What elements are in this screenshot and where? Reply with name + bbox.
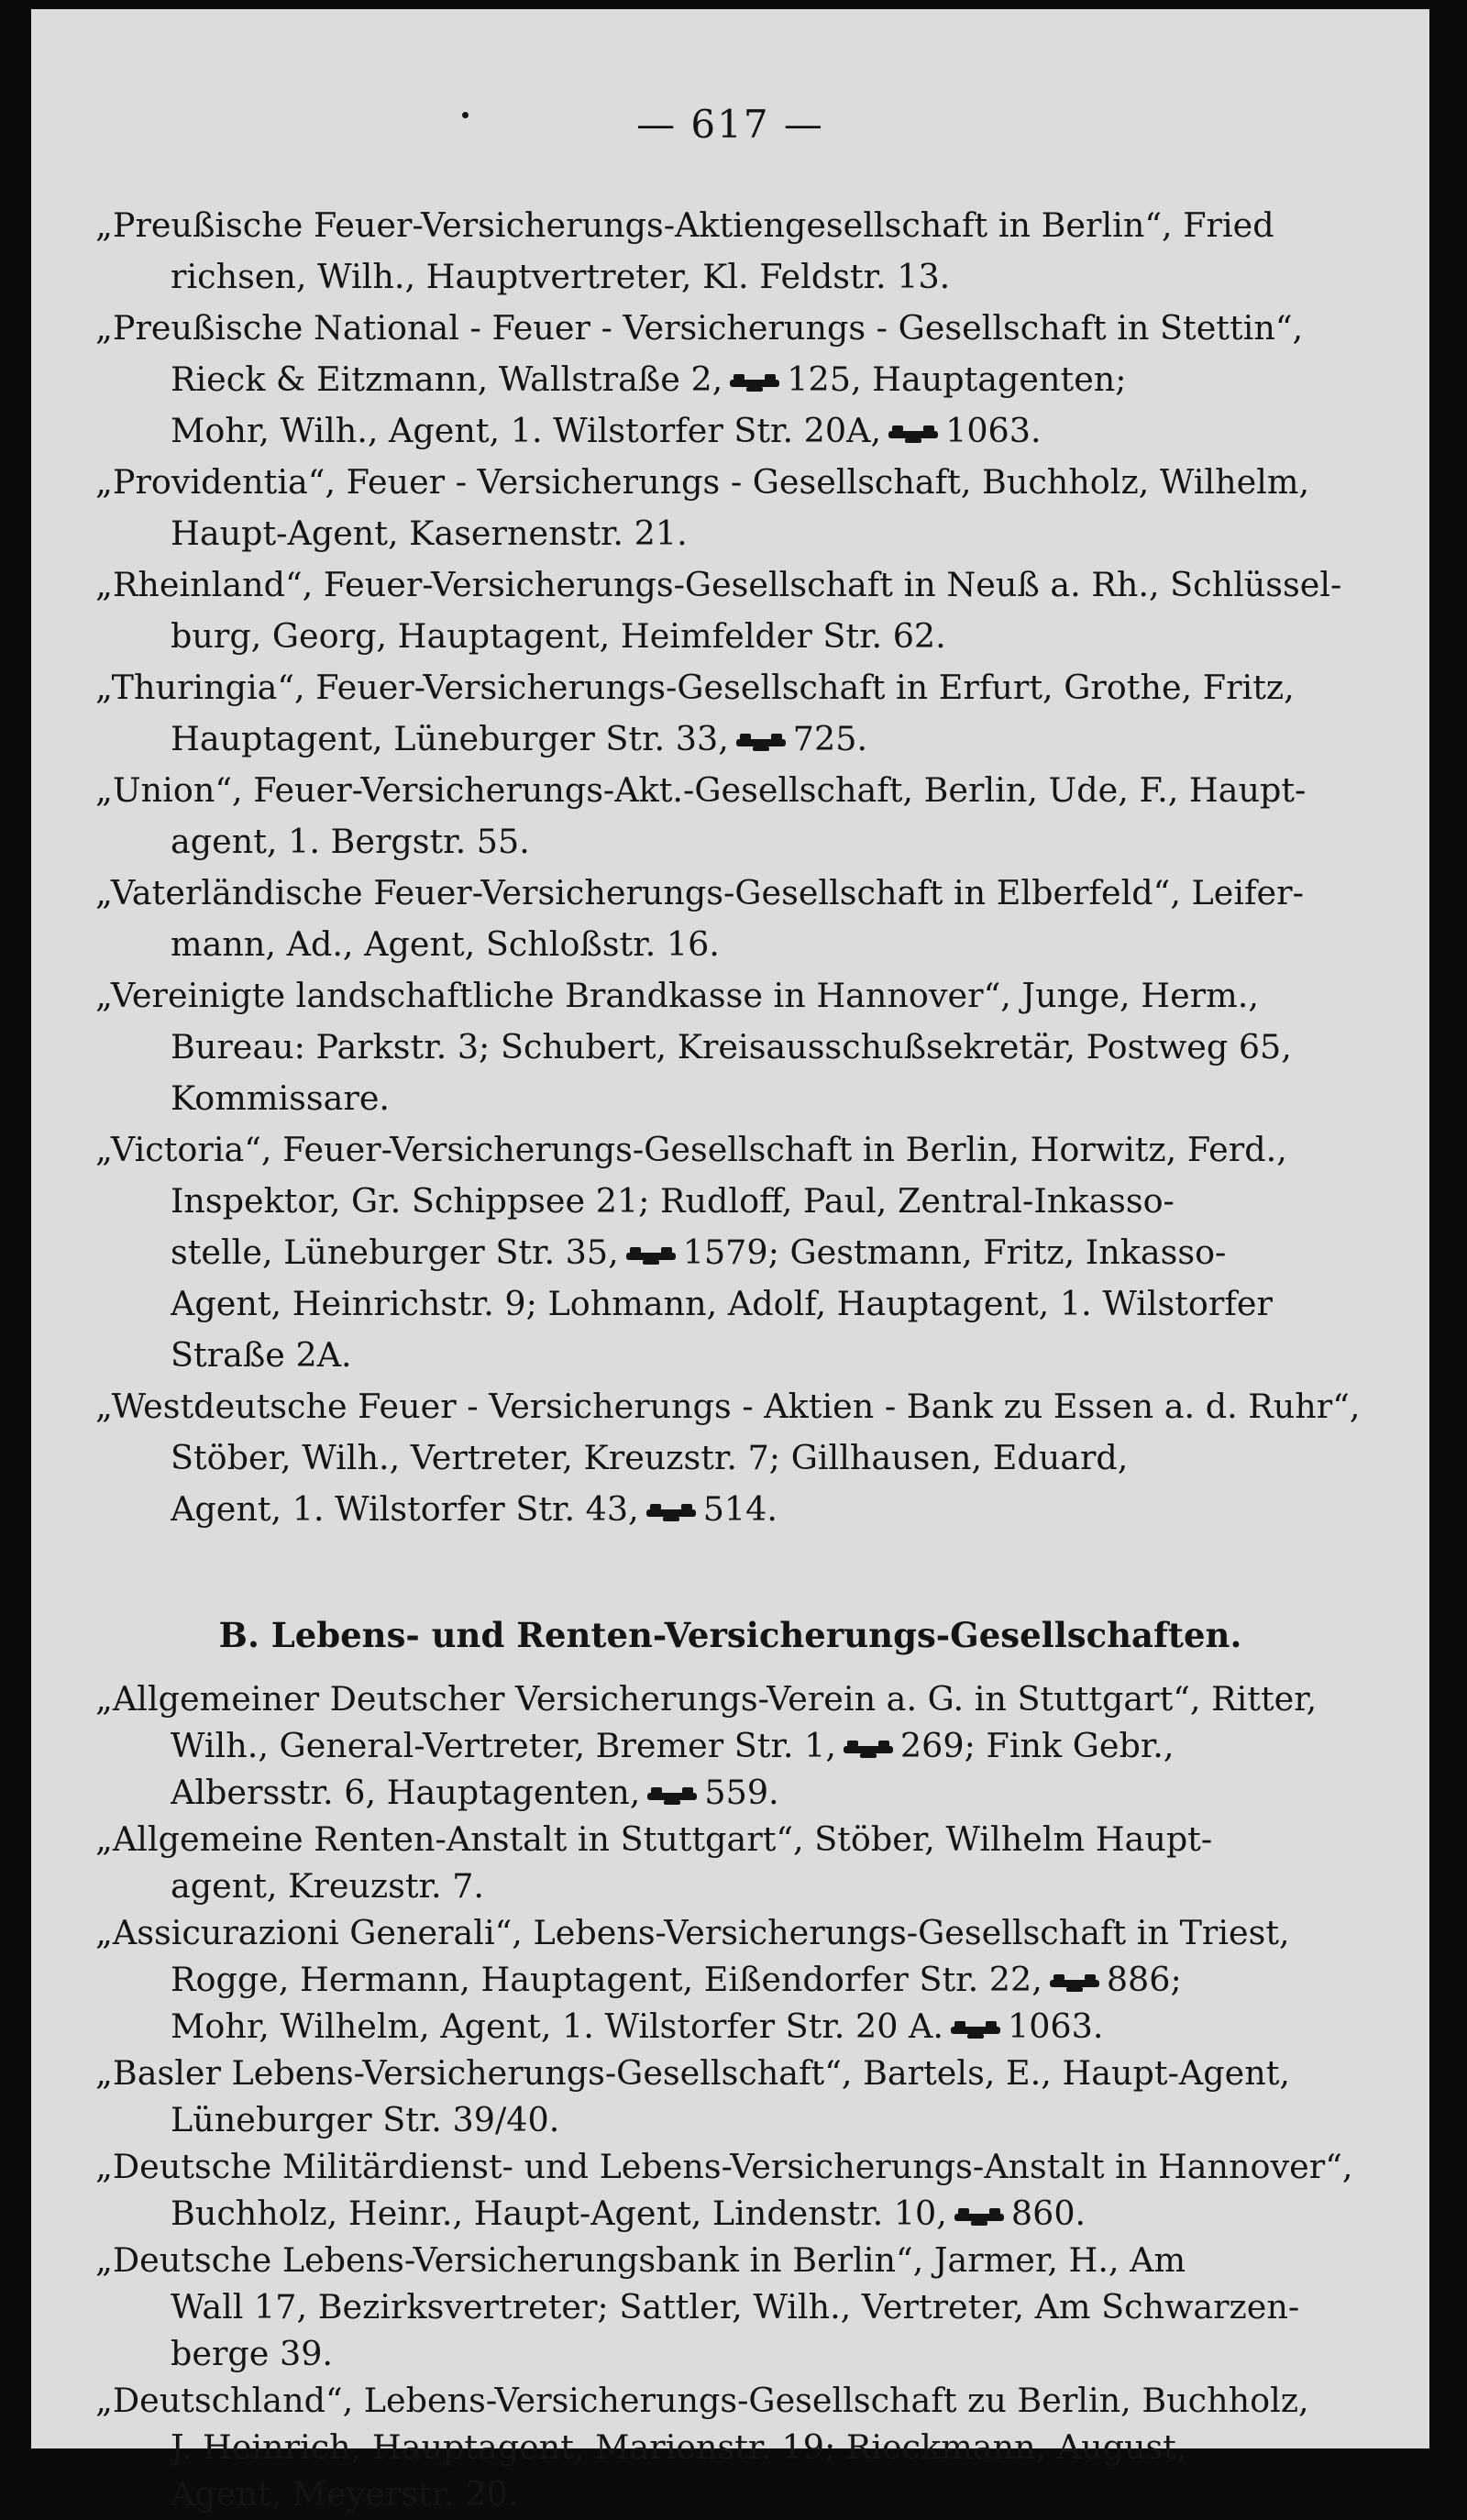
text-line: Straße 2A. bbox=[171, 1335, 352, 1375]
telephone-icon bbox=[728, 371, 781, 393]
text-line bbox=[171, 2188, 1393, 2239]
text-fragment: Buchholz, Heinr., Haupt-Agent, Lindenstr. 10, bbox=[171, 2194, 947, 2233]
page bbox=[31, 9, 1429, 2514]
text-line: „Deutschland“, Lebens-Versicherungs-Gesellschaft zu Berlin, Buchholz, bbox=[95, 2381, 1309, 2420]
text-line: „Preußische Feuer-Versicherungs-Aktiengesellschaft in Berlin“, Fried bbox=[95, 205, 1274, 245]
text-line: „Thuringia“, Feuer-Versicherungs-Gesellschaft in Erfurt, Grothe, Fritz, bbox=[95, 668, 1295, 707]
text-fragment: 514. bbox=[702, 1489, 778, 1529]
text-line: Wall 17, Bezirksvertreter; Sattler, Wilh., Vertreter, Am Schwarzen- bbox=[171, 2287, 1300, 2327]
page-number: — 617 — bbox=[636, 102, 824, 147]
text-line: Agent, Heinrichstr. 9; Lohmann, Adolf, Hauptagent, 1. Wilstorfer bbox=[171, 1284, 1273, 1323]
text-line: „Deutsche Lebens-Versicherungsbank in Berlin“, Jarmer, H., Am bbox=[95, 2240, 1186, 2280]
text-line bbox=[171, 1720, 1393, 1772]
text-fragment: Albersstr. 6, Hauptagenten, bbox=[171, 1773, 641, 1812]
text-line: Inspektor, Gr. Schippsee 21; Rudloff, Paul, Zentral-Inkasso- bbox=[171, 1181, 1175, 1221]
text-line: Stöber, Wilh., Vertreter, Kreuzstr. 7; Gillhausen, Eduard, bbox=[171, 1438, 1129, 1477]
overflow-guard bbox=[31, 2448, 1429, 2449]
telephone-icon bbox=[624, 1244, 678, 1266]
text-line: „Assicurazioni Generali“, Lebens-Versicherungs-Gesellschaft in Triest, bbox=[95, 1913, 1290, 1952]
text-line: mann, Ad., Agent, Schloßstr. 16. bbox=[171, 924, 720, 964]
text-line bbox=[171, 354, 1393, 405]
telephone-icon bbox=[645, 1785, 699, 1807]
text-line: „Deutsche Militärdienst- und Lebens-Versicherungs-Anstalt in Hannover“, bbox=[95, 2147, 1353, 2186]
text-line: „Vaterländische Feuer-Versicherungs-Gesellschaft in Elberfeld“, Leifer- bbox=[95, 873, 1304, 912]
text-fragment: Hauptagent, Lüneburger Str. 33, bbox=[171, 719, 729, 758]
text-line: J. Heinrich, Hauptagent, Marienstr. 19; Rieckmann, August, bbox=[171, 2427, 1187, 2467]
text-line: „Preußische National - Feuer - Versicherungs - Gesellschaft in Stettin“, bbox=[95, 308, 1304, 348]
text-line bbox=[171, 1484, 1393, 1535]
text-line: „Providentia“, Feuer - Versicherungs - Gesellschaft, Buchholz, Wilhelm, bbox=[95, 462, 1310, 502]
text-line: Kommissare. bbox=[171, 1078, 391, 1118]
telephone-icon bbox=[734, 731, 788, 753]
text-fragment: Rogge, Hermann, Hauptagent, Eißendorfer Str. 22, bbox=[171, 1960, 1042, 1999]
text-line: „Vereinigte landschaftliche Brandkasse in Hannover“, Junge, Herm., bbox=[95, 976, 1259, 1015]
text-line: berge 39. bbox=[171, 2334, 334, 2373]
text-line: „Allgemeine Renten-Anstalt in Stuttgart“, Stöber, Wilhelm Haupt- bbox=[95, 1819, 1213, 1859]
text-line bbox=[171, 2001, 1393, 2052]
text-line: „Union“, Feuer-Versicherungs-Akt.-Gesellschaft, Berlin, Ude, F., Haupt- bbox=[95, 770, 1307, 810]
text-fragment: 1063. bbox=[945, 411, 1042, 450]
text-fragment: Mohr, Wilh., Agent, 1. Wilstorfer Str. 20A, bbox=[171, 411, 882, 450]
text-line bbox=[171, 405, 1393, 457]
text-line: burg, Georg, Hauptagent, Heimfelder Str. 62. bbox=[171, 616, 946, 656]
text-fragment: 1063. bbox=[1007, 2006, 1104, 2046]
text-line: Bureau: Parkstr. 3; Schubert, Kreisausschußsekretär, Postweg 65, bbox=[171, 1027, 1292, 1067]
text-fragment: Wilh., General-Vertreter, Bremer Str. 1, bbox=[171, 1726, 836, 1765]
text-fragment: Agent, 1. Wilstorfer Str. 43, bbox=[171, 1489, 639, 1529]
text-line: Lüneburger Str. 39/40. bbox=[171, 2100, 560, 2139]
text-fragment: 1579; Gestmann, Fritz, Inkasso- bbox=[682, 1232, 1227, 1272]
text-fragment: Mohr, Wilhelm, Agent, 1. Wilstorfer Str. 20 A. bbox=[171, 2006, 943, 2046]
text-line: „Victoria“, Feuer-Versicherungs-Gesellschaft in Berlin, Horwitz, Ferd., bbox=[95, 1130, 1287, 1169]
text-line: Agent, Meyerstr. 20. bbox=[171, 2474, 519, 2514]
text-line: „Basler Lebens-Versicherungs-Gesellschaft“, Bartels, E., Haupt-Agent, bbox=[95, 2053, 1291, 2093]
text-line: richsen, Wilh., Hauptvertreter, Kl. Feldstr. 13. bbox=[171, 257, 951, 296]
text-fragment: 860. bbox=[1010, 2194, 1086, 2233]
telephone-icon bbox=[949, 2018, 1002, 2040]
section-heading: B. Lebens- und Renten-Versicherungs-Gesellschaften. bbox=[218, 1615, 1242, 1655]
telephone-icon bbox=[887, 423, 940, 445]
text-line bbox=[171, 1767, 1393, 1818]
text-fragment: 886; bbox=[1106, 1960, 1182, 1999]
telephone-icon bbox=[953, 2205, 1006, 2227]
text-line: „Rheinland“, Feuer-Versicherungs-Gesellschaft in Neuß a. Rh., Schlüssel- bbox=[95, 565, 1342, 604]
text-line: „Allgemeiner Deutscher Versicherungs-Verein a. G. in Stuttgart“, Ritter, bbox=[95, 1679, 1318, 1719]
text-line bbox=[171, 1954, 1393, 2006]
text-line bbox=[171, 713, 1393, 765]
text-line: agent, 1. Bergstr. 55. bbox=[171, 822, 530, 861]
telephone-icon bbox=[645, 1501, 698, 1523]
text-line bbox=[171, 1227, 1393, 1278]
text-line: agent, Kreuzstr. 7. bbox=[171, 1866, 485, 1906]
telephone-icon bbox=[842, 1738, 895, 1760]
text-fragment: 269; Fink Gebr., bbox=[899, 1726, 1175, 1765]
text-fragment: 125, Hauptagenten; bbox=[787, 359, 1127, 399]
text-fragment: 725. bbox=[792, 719, 868, 758]
text-line: „Westdeutsche Feuer - Versicherungs - Aktien - Bank zu Essen a. d. Ruhr“, bbox=[95, 1387, 1361, 1426]
telephone-icon bbox=[1048, 1972, 1101, 1994]
text-fragment: 559. bbox=[704, 1773, 779, 1812]
text-fragment: Rieck & Eitzmann, Wallstraße 2, bbox=[171, 359, 723, 399]
text-line: Haupt-Agent, Kasernenstr. 21. bbox=[171, 514, 688, 553]
text-fragment: stelle, Lüneburger Str. 35, bbox=[171, 1232, 619, 1272]
